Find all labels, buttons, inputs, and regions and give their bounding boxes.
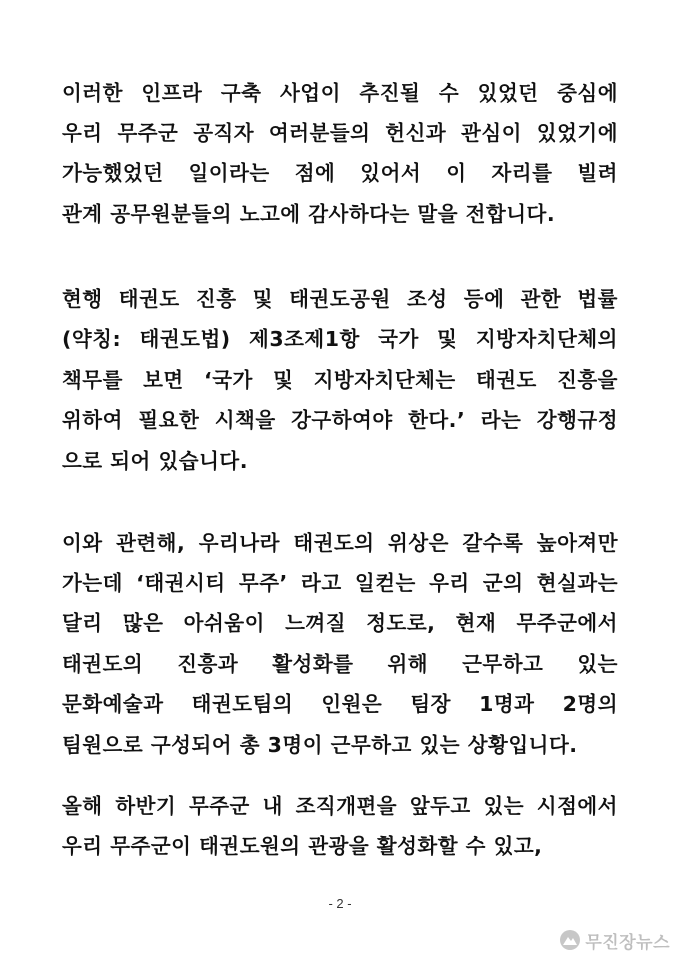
text-line: 위하여 필요한 시책을 강구하여야 한다.’ 라는 강행규정	[62, 408, 618, 432]
text-line: 팀원으로 구성되어 총 3명이 근무하고 있는 상황입니다.	[62, 733, 578, 757]
text-line: 이와 관련해, 우리나라 태권도의 위상은 갈수록 높아져만	[62, 531, 618, 555]
text-line: 문화예술과 태권도팀의 인원은 팀장 1명과 2명의	[62, 692, 618, 716]
text-line: 올해 하반기 무주군 내 조직개편을 앞두고 있는 시점에서	[62, 794, 618, 818]
text-line: 우리 무주군 공직자 여러분들의 헌신과 관심이 있었기에	[62, 121, 618, 145]
text-line: 으로 되어 있습니다.	[62, 449, 248, 473]
text-line: 책무를 보면 ‘국가 및 지방자치단체는 태권도 진흥을	[62, 368, 618, 392]
text-line: 관계 공무원분들의 노고에 감사하다는 말을 전합니다.	[62, 202, 556, 226]
text-line: 현행 태권도 진흥 및 태권도공원 조성 등에 관한 법률	[62, 287, 618, 311]
watermark-text: 무진장뉴스	[585, 932, 670, 953]
page-number: - 2 -	[328, 896, 352, 911]
text-line: 우리 무주군이 태권도원의 관광을 활성화할 수 있고,	[62, 834, 543, 858]
text-line: (약칭: 태권도법) 제3조제1항 국가 및 지방자치단체의	[62, 327, 618, 351]
watermark-logo	[559, 926, 670, 954]
text-line: 이러한 인프라 구축 사업이 추진될 수 있었던 중심에	[62, 81, 618, 105]
text-line: 가능했었던 일이라는 점에 있어서 이 자리를 빌려	[62, 161, 618, 185]
text-line: 가는데 ‘태권시티 무주’ 라고 일컫는 우리 군의 현실과는	[62, 571, 618, 595]
text-line: 달리 많은 아쉬움이 느껴질 정도로, 현재 무주군에서	[62, 611, 618, 635]
text-line: 태권도의 진흥과 활성화를 위해 근무하고 있는	[62, 652, 618, 676]
mountain-logo-icon	[559, 929, 581, 951]
